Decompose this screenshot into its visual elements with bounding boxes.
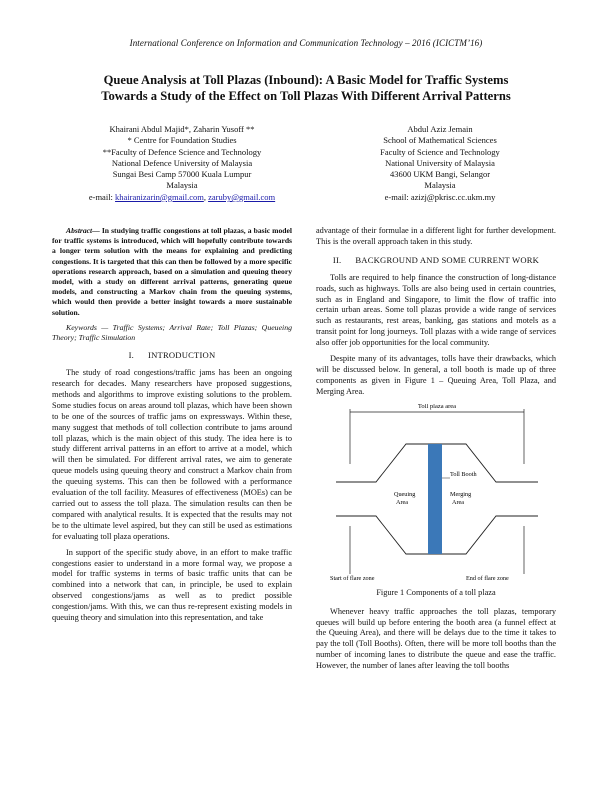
- paper-title: [40, 72, 572, 104]
- author-block-right: [320, 124, 560, 203]
- email-link-1[interactable]: khairanizarin@gmail.com: [115, 191, 204, 202]
- email-right: e-mail: azizj@pkrisc.cc.ukm.my: [384, 191, 496, 202]
- affiliation-1: * Centre for Foundation Studies: [127, 135, 237, 146]
- author-block-left: [52, 124, 312, 203]
- affiliation-r4: 43600 UKM Bangi, Selangor: [389, 169, 491, 180]
- intro-paragraph-2: In support of the specific study above, in an effort to make traffic congestions easier to understand in a more formal way, we propose a model for traffic systems in terms of basic traffic units that can be combined into a network that can, in principle, be used to explain observed congestions/jams as well as to predict possible congestion/jams. With this, we can thus re-represent existing models in queuing theory and simulation into this representation, and take: [52, 547, 292, 623]
- right-column: [316, 226, 556, 677]
- affiliation-r1: School of Mathematical Sciences: [383, 135, 497, 146]
- email-separator: ,: [203, 191, 209, 202]
- queuing-label-1: Queuing: [394, 490, 416, 498]
- email-link-2[interactable]: zaruby@gmail.com: [208, 191, 276, 202]
- after-figure-paragraph: Whenever heavy traffic approaches the toll plazas, temporary queues will build up before entering the booth area (a funnel effect at the Queuing Area), and there will be delays due to the time it takes to pay the toll (Toll Booths). Often, there will be more toll booths than the number of incoming lanes to distribute the queue and ease the traffic. However, the number of lanes after leaving the toll booths: [316, 606, 556, 671]
- intro-paragraph-1: The study of road congestions/traffic jams has been an ongoing research for decades. Many researchers have proposed suggestions, methods and algorithms to improve existing solutions to the problem. Some studies focus on areas around toll plazas, which have been shown to be one of the sources of traffic jams on expressways. Within these, many suggest that methods of toll collection contribute to jams around toll plazas, which is the main object of this study. The idea here is to study different arrival patterns in an effort to arrive at a model, which will then be simulated. For different arrival rates, we aim to generate queue models using queuing theory and construct a Markov chain from the queuing systems. This can then be followed with a performance evaluation of the toll facility. Measures of effectiveness (MOEs) can be carried out to assess the toll plaza. The simulation results can then be compared with analytical results. It is expected that the results may not be to the ultimate level aspired, but they can still be used as estimations for evaluating toll plaza operations.: [52, 368, 292, 541]
- queuing-label-2: Area: [396, 498, 409, 506]
- affiliation-2: **Faculty of Defence Science and Technology: [102, 146, 262, 157]
- section-heading-1: [52, 350, 292, 361]
- toll-plaza-diagram: [316, 404, 556, 584]
- background-paragraph-2: Despite many of its advantages, tolls have their drawbacks, which will be discussed below. In general, a toll booth is made up of three components as given in Figure 1 – Queuing Area, Toll Plaza, and Merging Area.: [316, 354, 556, 396]
- figure-1: [316, 404, 556, 584]
- figure-caption: Figure 1 Components of a toll plaza: [376, 587, 496, 597]
- background-paragraph-1: Tolls are required to help finance the construction of long-distance roads, such as highways. Tolls are also being used in certain countries, such as in England and Singapore, to limit the flow of traffic into certain urban areas. Some toll plazas provide a wide range of services such as restaurants, rest areas, banking, gas stations and motels as a transit point for long journeys. Toll plazas with a wide range of services also offer job opportunities for the local community.: [316, 272, 556, 348]
- intro-continued: advantage of their formulae in a different light for further development. This is the overall approach taken in this study.: [316, 226, 556, 246]
- title-line-2: Towards a Study of the Effect on Toll Plazas With Different Arrival Patterns: [101, 89, 511, 103]
- left-column: [52, 226, 292, 629]
- merging-label-2: Area: [452, 498, 465, 506]
- running-header: International Conference on Information and Communication Technology – 2016 (ICICTM’16): [129, 38, 483, 48]
- section-heading-2: [316, 255, 556, 266]
- abstract: [52, 226, 292, 318]
- email-prefix: e-mail:: [88, 191, 116, 202]
- country-right: Malaysia: [424, 180, 456, 191]
- country-left: Malaysia: [166, 180, 198, 191]
- abstract-dash: —: [92, 226, 102, 235]
- abstract-label: Abstract: [66, 226, 93, 235]
- keywords: Keywords — Traffic Systems; Arrival Rate; Toll Plazas; Queueing Theory; Traffic Simulation: [52, 322, 292, 343]
- section-number-2: II.: [332, 254, 342, 265]
- section-title-1: INTRODUCTION: [148, 350, 216, 361]
- affiliation-r2: Faculty of Science and Technology: [380, 146, 500, 157]
- section-title-2: BACKGROUND AND SOME CURRENT WORK: [355, 254, 540, 265]
- author-names-right: Abdul Aziz Jemain: [407, 124, 473, 134]
- affiliation-4: Sungai Besi Camp 57000 Kuala Lumpur: [112, 169, 252, 180]
- toll-plaza-label: Toll plaza area: [417, 403, 457, 410]
- flare-end-label: End of flare zone: [466, 574, 509, 582]
- flare-start-label: Start of flare zone: [330, 574, 375, 582]
- toll-booth-bar: [428, 444, 442, 554]
- email-line-left: [52, 192, 312, 203]
- merging-label-1: Merging: [450, 490, 472, 498]
- abstract-text: In studying traffic congestions at toll plazas, a basic model for traffic systems is introduced, which will hopefully contribute towards a longer term solution with the means for explaining and predicting congestions. It is targeted that this can then be followed by a more specific operations research approach, based on a simulation and queuing theory model, with a study on different arrival patterns, generating queue models, and constructing a Markov chain from the queuing systems, which would then provide a better insight towards a more sustainable solution.: [52, 226, 292, 317]
- affiliation-3: National Defence University of Malaysia: [111, 157, 253, 168]
- toll-booth-label: Toll Booth: [450, 470, 477, 478]
- section-number-1: I.: [128, 350, 135, 361]
- affiliation-r3: National University of Malaysia: [385, 157, 495, 168]
- author-names-left: Khairani Abdul Majid*, Zaharin Yusoff **: [109, 124, 255, 134]
- title-line-1: Queue Analysis at Toll Plazas (Inbound): A Basic Model for Traffic Systems: [103, 73, 509, 87]
